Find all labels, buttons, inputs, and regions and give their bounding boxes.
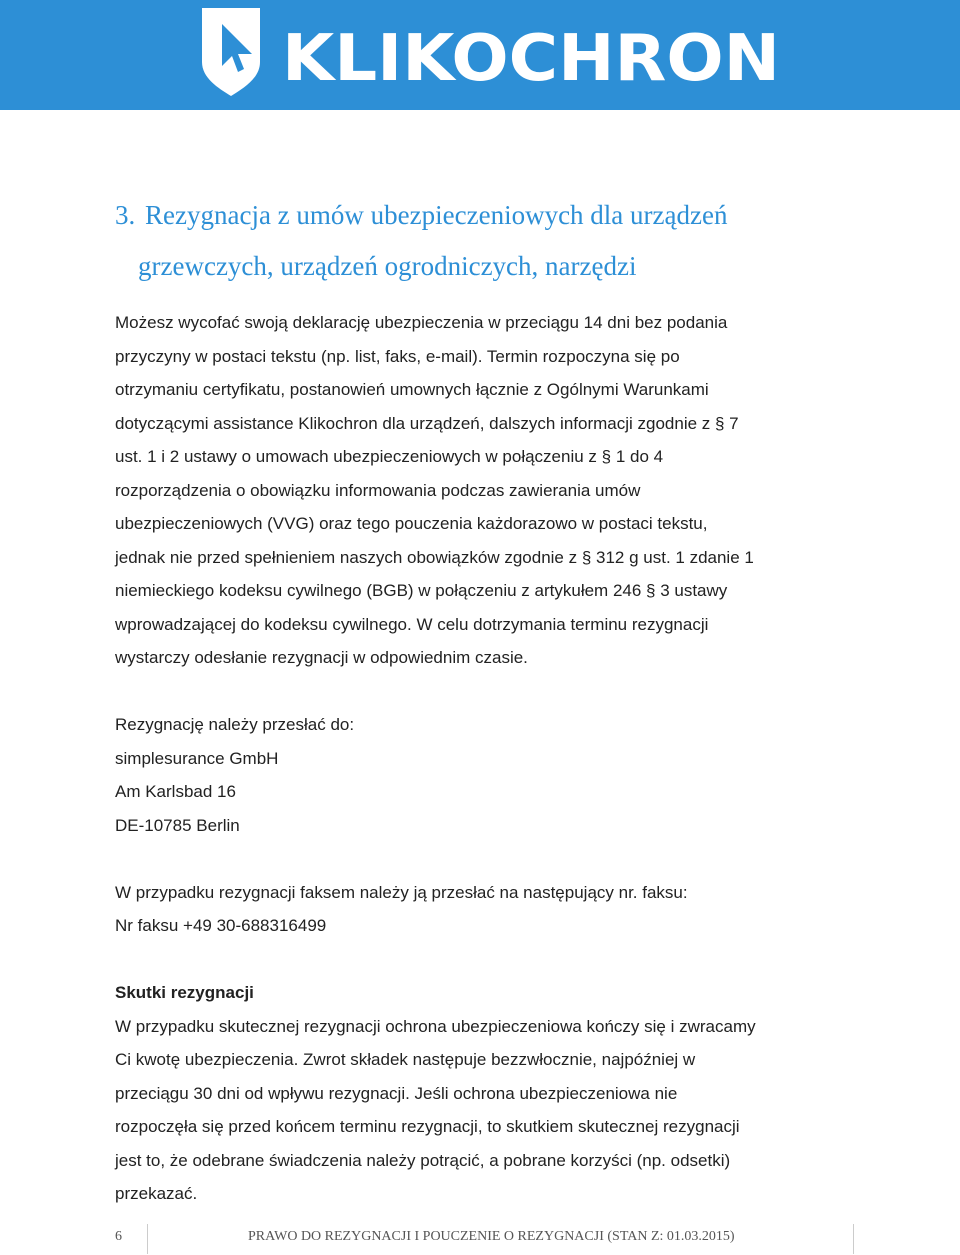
klikochron-logo — [192, 6, 792, 98]
header-banner — [0, 0, 960, 110]
intro-line: niemieckiego kodeksu cywilnego (BGB) w połączeniu z artykułem 246 § 3 ustawy — [115, 581, 728, 600]
footer-text: PRAWO DO REZYGNACJI I POUCZENIE O REZYGNACJI (STAN Z: 01.03.2015) — [248, 1229, 735, 1244]
address-block — [115, 708, 850, 842]
section-title-line2: grzewczych, urządzeń ogrodniczych, narzędzi — [138, 251, 637, 281]
footer-divider — [853, 1224, 854, 1254]
footer-divider — [147, 1224, 148, 1254]
intro-line: ubezpieczeniowych (VVG) oraz tego pouczenia każdorazowo w postaci tekstu, — [115, 514, 708, 533]
intro-line: wystarczy odesłanie rezygnacji w odpowiednim czasie. — [115, 648, 528, 667]
effects-line: przeciągu 30 dni od wpływu rezygnacji. Jeśli ochrona ubezpieczeniowa nie — [115, 1083, 678, 1103]
intro-line: przyczyny w postaci tekstu (np. list, faks, e-mail). Termin rozpoczyna się po — [115, 346, 680, 366]
effects-heading: Skutki rezygnacji — [115, 983, 254, 1002]
page-number: 6 — [115, 1229, 122, 1244]
fax-number: Nr faksu +49 30-688316499 — [115, 916, 327, 935]
effects-line: rozpoczęła się przed końcem terminu rezygnacji, to skutkiem skutecznej rezygnacji — [115, 1117, 740, 1136]
fax-block — [115, 876, 850, 943]
intro-line: rozporządzenia o obowiązku informowania podczas zawierania umów — [115, 480, 641, 500]
section-title-line1: Rezygnacja z umów ubezpieczeniowych dla urządzeń — [145, 200, 728, 230]
effects-line: W przypadku skutecznej rezygnacji ochrona ubezpieczeniowa kończy się i zwracamy — [115, 1016, 756, 1036]
intro-line: otrzymaniu certyfikatu, postanowień umownych łącznie z Ogólnymi Warunkami — [115, 380, 709, 399]
shield-icon — [202, 8, 260, 96]
page-footer — [115, 1224, 855, 1254]
brand-wordmark: KLIKOCHRON — [282, 22, 780, 96]
intro-paragraph — [115, 306, 850, 675]
address-label: Rezygnację należy przesłać do: — [115, 715, 355, 734]
intro-line: wprowadzającej do kodeksu cywilnego. W celu dotrzymania terminu rezygnacji — [115, 614, 709, 634]
intro-line: jednak nie przed spełnieniem naszych obowiązków zgodnie z § 312 g ust. 1 zdanie 1 — [115, 547, 754, 567]
effects-block — [115, 976, 850, 1211]
effects-line: przekazać. — [115, 1184, 198, 1203]
fax-label: W przypadku rezygnacji faksem należy ją przesłać na następujący nr. faksu: — [115, 882, 688, 902]
main-content — [115, 190, 850, 1211]
intro-line: Możesz wycofać swoją deklarację ubezpieczenia w przeciągu 14 dni bez podania — [115, 313, 728, 332]
intro-line: dotyczącymi assistance Klikochron dla urządzeń, dalszych informacji zgodnie z § 7 — [115, 413, 739, 433]
effects-line: Ci kwotę ubezpieczenia. Zwrot składek następuje bezzwłocznie, najpóźniej w — [115, 1050, 696, 1069]
address-city: DE-10785 Berlin — [115, 815, 240, 835]
address-street: Am Karlsbad 16 — [115, 782, 236, 801]
section-heading — [115, 190, 850, 292]
intro-line: ust. 1 i 2 ustawy o umowach ubezpieczeniowych w połączeniu z § 1 do 4 — [115, 447, 664, 466]
address-company: simplesurance GmbH — [115, 748, 279, 768]
effects-line: jest to, że odebrane świadczenia należy potrącić, a pobrane korzyści (np. odsetki) — [115, 1150, 731, 1170]
section-number: 3. — [115, 200, 136, 230]
